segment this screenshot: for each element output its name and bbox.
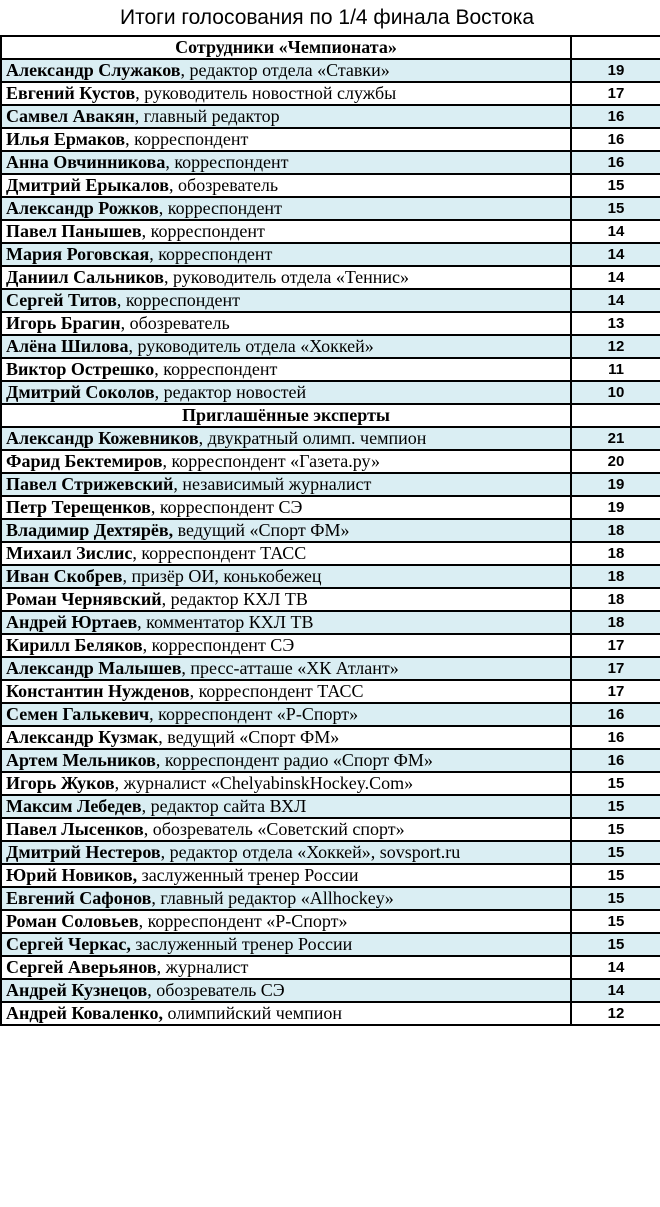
voter-name: Александр Кузмак (6, 727, 159, 747)
voter-cell (1, 795, 571, 818)
voter-name: Игорь Брагин (6, 313, 121, 333)
voter-cell (1, 634, 571, 657)
voter-score: 13 (571, 312, 660, 335)
table-row (1, 105, 660, 128)
section-title: Сотрудники «Чемпионата» (1, 36, 571, 59)
voter-role: , ведущий «Спорт ФМ» (158, 727, 340, 747)
voter-score: 18 (571, 519, 660, 542)
voter-name: Александр Служаков (6, 60, 181, 80)
voter-score: 20 (571, 450, 660, 473)
table-row (1, 703, 660, 726)
voter-cell (1, 197, 571, 220)
voter-name: Евгений Сафонов (6, 888, 152, 908)
voter-cell (1, 266, 571, 289)
table-row (1, 956, 660, 979)
table-row (1, 289, 660, 312)
voter-role: , корреспондент «Газета.ру» (162, 451, 380, 471)
voter-name: Даниил Сальников (6, 267, 165, 287)
voter-role: олимпийский чемпион (163, 1003, 343, 1023)
table-row (1, 427, 660, 450)
voter-name: Александр Малышев (6, 658, 182, 678)
voter-score: 14 (571, 979, 660, 1002)
table-row (1, 450, 660, 473)
table-row (1, 910, 660, 933)
table-row (1, 220, 660, 243)
voter-role: , журналист (156, 957, 249, 977)
voter-role: , корреспондент (158, 198, 282, 218)
voter-cell (1, 450, 571, 473)
voter-cell (1, 243, 571, 266)
voter-score: 15 (571, 841, 660, 864)
voter-score: 15 (571, 197, 660, 220)
voter-cell (1, 496, 571, 519)
voter-score: 12 (571, 335, 660, 358)
voter-score: 14 (571, 220, 660, 243)
table-row (1, 611, 660, 634)
table-row (1, 381, 660, 404)
voter-score: 16 (571, 151, 660, 174)
table-row (1, 82, 660, 105)
voter-score: 18 (571, 588, 660, 611)
voter-cell (1, 220, 571, 243)
voter-score: 15 (571, 864, 660, 887)
voter-role: , журналист «ChelyabinskHockey.Com» (114, 773, 414, 793)
section-score-blank (571, 404, 660, 427)
table-row (1, 864, 660, 887)
voter-name: Кирилл Беляков (6, 635, 143, 655)
voter-name: Павел Стрижевский (6, 474, 174, 494)
voter-role: , редактор сайта ВХЛ (141, 796, 307, 816)
voter-score: 17 (571, 82, 660, 105)
voter-name: Сергей Черкас, (6, 934, 131, 954)
voter-cell (1, 703, 571, 726)
voter-score: 17 (571, 634, 660, 657)
voter-score: 19 (571, 473, 660, 496)
voter-name: Анна Овчинникова (6, 152, 166, 172)
section-header (1, 404, 660, 427)
table-row (1, 243, 660, 266)
voter-name: Мария Роговская (6, 244, 150, 264)
table-row (1, 634, 660, 657)
voter-cell (1, 427, 571, 450)
table-row (1, 979, 660, 1002)
voter-role: , корреспондент «Р-Спорт» (149, 704, 359, 724)
voter-role: , двукратный олимп. чемпион (198, 428, 427, 448)
voter-role: , обозреватель (169, 175, 279, 195)
table-row (1, 588, 660, 611)
voter-role: , руководитель отдела «Теннис» (164, 267, 410, 287)
results-body (1, 36, 660, 1025)
table-row (1, 128, 660, 151)
results-table (0, 35, 660, 1026)
voter-role: ведущий «Спорт ФМ» (173, 520, 350, 540)
table-row (1, 335, 660, 358)
voter-cell (1, 473, 571, 496)
voter-name: Андрей Коваленко, (6, 1003, 164, 1023)
voter-cell (1, 749, 571, 772)
voter-role: , корреспондент (165, 152, 289, 172)
voter-role: , корреспондент СЭ (150, 497, 303, 517)
voter-role: , редактор новостей (154, 382, 307, 402)
voter-name: Александр Рожков (6, 198, 159, 218)
voter-cell (1, 933, 571, 956)
voter-score: 16 (571, 128, 660, 151)
voter-name: Игорь Жуков (6, 773, 115, 793)
voter-name: Павел Лысенков (6, 819, 144, 839)
voter-name: Константин Нужденов (6, 681, 190, 701)
voter-cell (1, 910, 571, 933)
voter-cell (1, 542, 571, 565)
voter-score: 12 (571, 1002, 660, 1025)
voter-cell (1, 519, 571, 542)
table-row (1, 151, 660, 174)
table-row (1, 358, 660, 381)
voter-role: , корреспондент (141, 221, 265, 241)
voter-name: Петр Терещенков (6, 497, 151, 517)
voter-cell (1, 59, 571, 82)
voter-score: 15 (571, 887, 660, 910)
voter-role: , обозреватель «Советский спорт» (143, 819, 405, 839)
voter-name: Александр Кожевников (6, 428, 199, 448)
voter-name: Алёна Шилова (6, 336, 129, 356)
voter-name: Самвел Авакян (6, 106, 135, 126)
voter-role: , призёр ОИ, конькобежец (122, 566, 322, 586)
voter-role: , комментатор КХЛ ТВ (137, 612, 314, 632)
voter-score: 17 (571, 657, 660, 680)
voter-name: Владимир Дехтярёв, (6, 520, 174, 540)
voter-name: Андрей Кузнецов (6, 980, 148, 1000)
voter-score: 18 (571, 565, 660, 588)
voter-name: Михаил Зислис (6, 543, 133, 563)
table-row (1, 749, 660, 772)
voter-name: Иван Скобрев (6, 566, 123, 586)
voter-cell (1, 887, 571, 910)
voter-score: 10 (571, 381, 660, 404)
voter-cell (1, 289, 571, 312)
voter-role: , редактор отдела «Хоккей», sovsport.ru (160, 842, 461, 862)
table-row (1, 266, 660, 289)
voter-name: Максим Лебедев (6, 796, 142, 816)
voter-name: Роман Чернявский (6, 589, 162, 609)
voter-role: , корреспондент (125, 129, 249, 149)
table-row (1, 818, 660, 841)
voter-score: 14 (571, 956, 660, 979)
voter-role: , обозреватель (120, 313, 230, 333)
table-row (1, 680, 660, 703)
voter-name: Виктор Острешко (6, 359, 155, 379)
voter-cell (1, 956, 571, 979)
voter-role: , редактор отдела «Ставки» (180, 60, 390, 80)
voter-role: , обозреватель СЭ (147, 980, 285, 1000)
voter-cell (1, 82, 571, 105)
voter-cell (1, 151, 571, 174)
voter-score: 14 (571, 243, 660, 266)
voter-score: 18 (571, 611, 660, 634)
voter-score: 15 (571, 933, 660, 956)
voter-score: 15 (571, 910, 660, 933)
voter-role: , редактор КХЛ ТВ (161, 589, 308, 609)
voter-name: Дмитрий Нестеров (6, 842, 161, 862)
voter-cell (1, 335, 571, 358)
voter-score: 15 (571, 174, 660, 197)
voter-cell (1, 565, 571, 588)
voter-score: 16 (571, 726, 660, 749)
voter-role: , главный редактор (134, 106, 280, 126)
voter-cell (1, 611, 571, 634)
voter-role: заслуженный тренер России (137, 865, 359, 885)
voter-name: Андрей Юртаев (6, 612, 138, 632)
voter-cell (1, 772, 571, 795)
voter-score: 19 (571, 496, 660, 519)
voter-score: 11 (571, 358, 660, 381)
voter-role: , корреспондент «Р-Спорт» (138, 911, 348, 931)
voter-score: 16 (571, 105, 660, 128)
voter-role: , корреспондент ТАСС (132, 543, 307, 563)
voter-role: , руководитель новостной службы (135, 83, 397, 103)
voter-cell (1, 381, 571, 404)
voter-name: Дмитрий Ерыкалов (6, 175, 170, 195)
table-row (1, 519, 660, 542)
voter-role: , корреспондент СЭ (142, 635, 295, 655)
voter-role: , корреспондент радио «Спорт ФМ» (155, 750, 433, 770)
voter-score: 16 (571, 749, 660, 772)
page-title: Итоги голосования по 1/4 финала Востока (120, 6, 535, 29)
voter-score: 14 (571, 266, 660, 289)
voter-cell (1, 864, 571, 887)
voter-score: 21 (571, 427, 660, 450)
voter-cell (1, 174, 571, 197)
table-row (1, 565, 660, 588)
voter-name: Юрий Новиков, (6, 865, 138, 885)
voter-role: , корреспондент (149, 244, 273, 264)
table-row (1, 197, 660, 220)
table-row (1, 841, 660, 864)
voter-cell (1, 1002, 571, 1025)
section-header (1, 36, 660, 59)
voter-score: 19 (571, 59, 660, 82)
voter-score: 15 (571, 795, 660, 818)
voter-score: 14 (571, 289, 660, 312)
voter-name: Роман Соловьев (6, 911, 139, 931)
table-row (1, 59, 660, 82)
table-row (1, 174, 660, 197)
voter-role: , руководитель отдела «Хоккей» (128, 336, 374, 356)
voter-role: , корреспондент (154, 359, 278, 379)
voter-score: 15 (571, 818, 660, 841)
table-row (1, 473, 660, 496)
table-row (1, 887, 660, 910)
voter-name: Сергей Титов (6, 290, 117, 310)
voter-role: , независимый журналист (173, 474, 372, 494)
voter-name: Павел Панышев (6, 221, 142, 241)
voter-cell (1, 588, 571, 611)
voter-role: , пресс-атташе «ХК Атлант» (181, 658, 399, 678)
voter-name: Сергей Аверьянов (6, 957, 157, 977)
voter-name: Илья Ермаков (6, 129, 126, 149)
section-score-blank (571, 36, 660, 59)
voter-cell (1, 726, 571, 749)
table-row (1, 657, 660, 680)
voter-role: , главный редактор «Allhockey» (151, 888, 394, 908)
table-row (1, 496, 660, 519)
table-row (1, 726, 660, 749)
voter-cell (1, 657, 571, 680)
voter-name: Семен Галькевич (6, 704, 150, 724)
voter-name: Евгений Кустов (6, 83, 136, 103)
voter-cell (1, 818, 571, 841)
voter-role: заслуженный тренер России (130, 934, 353, 954)
voter-role: , корреспондент (116, 290, 240, 310)
voter-cell (1, 312, 571, 335)
table-row (1, 772, 660, 795)
voter-cell (1, 841, 571, 864)
voter-name: Фарид Бектемиров (6, 451, 163, 471)
voter-score: 16 (571, 703, 660, 726)
voter-cell (1, 128, 571, 151)
voter-cell (1, 680, 571, 703)
table-row (1, 933, 660, 956)
voter-name: Артем Мельников (6, 750, 156, 770)
voter-score: 15 (571, 772, 660, 795)
voter-role: , корреспондент ТАСС (189, 681, 364, 701)
table-row (1, 1002, 660, 1025)
voter-cell (1, 358, 571, 381)
voter-score: 17 (571, 680, 660, 703)
voter-cell (1, 105, 571, 128)
section-title: Приглашённые эксперты (1, 404, 571, 427)
voter-score: 18 (571, 542, 660, 565)
table-row (1, 795, 660, 818)
voter-cell (1, 979, 571, 1002)
table-row (1, 312, 660, 335)
voter-name: Дмитрий Соколов (6, 382, 155, 402)
table-row (1, 542, 660, 565)
